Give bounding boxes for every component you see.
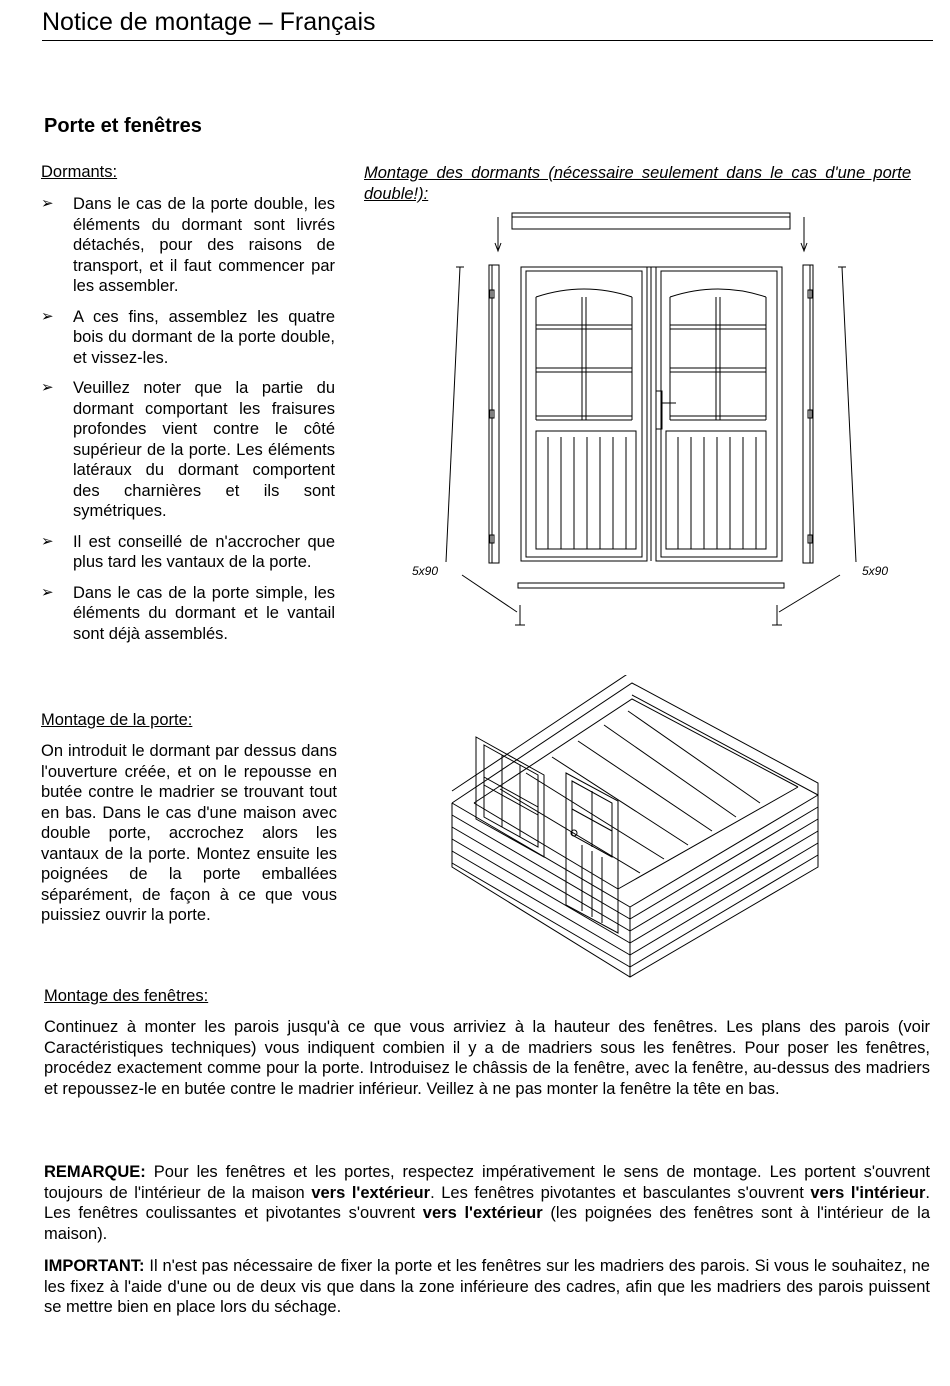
list-item: ➢ A ces fins, assemblez les quatre bois du dormant de la porte double, et vissez-les. (41, 307, 335, 367)
bullet-arrow-icon: ➢ (41, 307, 54, 325)
bullet-arrow-icon: ➢ (41, 195, 54, 212)
important-lead: IMPORTANT: (44, 1257, 145, 1275)
screw-label-left: 5x90 (412, 564, 439, 578)
list-item: ➢ Veuillez noter que la partie du dormant comportant les fraisures profondes vient contre le côté supérieur de la porte. Les éléments latéraux du dormant comportent des charnières et ils sont symétriques. (41, 379, 335, 520)
door-frame-assembly-diagram (400, 205, 920, 635)
screw-label-right: 5x90 (862, 564, 889, 578)
bullet-arrow-icon: ➢ (41, 583, 54, 601)
fenetres-text: Continuez à monter les parois jusqu'à ce que vous arriviez à la hauteur des fenêtres. Les plans des parois (voir Caractéristiques techniques) vous indiquent combien il y a de madriers sous les fenêtres. Pour poser les fenêtres, procédez exactement comme pour la porte. Introduisez le châssis de la fenêtre, avec la fenêtre, au-dessus des madriers et repoussez-le en butée contre le madrier inférieur. Veillez à ne pas monter la fenêtre la tête en bas. (44, 1018, 930, 1098)
section-title: Porte et fenêtres (44, 115, 202, 137)
porte-text: On introduit le dormant par dessus dans l'ouverture créée, et on le repousse en butée contre le madrier se trouvant tout en bas. Dans le cas d'une maison avec double porte, accrochez alors les vantaux de la porte. Montez ensuite les poignées de la porte emballées séparément, de façon à ce que vous puissiez ouvrir la porte. (41, 742, 337, 924)
list-item: ➢ Il est conseillé de n'accrocher que plus tard les vantaux de la porte. (41, 532, 335, 571)
porte-label: Montage de la porte: (41, 711, 193, 729)
bullet-arrow-icon: ➢ (41, 379, 54, 396)
important-paragraph: IMPORTANT: Il n'est pas nécessaire de fixer la porte et les fenêtres sur les madriers des parois. Si vous le souhaitez, ne les fixez à l'aide d'une ou de deux vis que dans la zone inférieure des cadres, afin que les madriers des parois puissent se mettre bien en place lors du séchage. (44, 1257, 930, 1316)
log-cabin-isometric-diagram (440, 675, 830, 980)
list-item: ➢ Dans le cas de la porte simple, les éléments du dormant et le vantail sont déjà assemblés. (41, 583, 335, 643)
dormants-label: Dormants: (41, 163, 118, 181)
dormants-bullet-list (41, 194, 335, 654)
fenetres-label: Montage des fenêtres: (44, 987, 209, 1005)
page-header-title: Notice de montage – Français (42, 8, 376, 36)
list-item: ➢ Dans le cas de la porte double, les éléments du dormant sont livrés détachés, pour des raisons de transport, et il faut commencer par les assembler. (41, 195, 335, 295)
header-rule (42, 40, 933, 41)
remarque-lead: REMARQUE: (44, 1163, 146, 1181)
remarque-paragraph: REMARQUE: Pour les fenêtres et les portes, respectez impérativement le sens de montage. Les portent s'ouvrent toujours de l'intérieur de la maison vers l'extérieur. Les fenêtres pivotantes et basculantes s'ouvrent vers l'intérieur. Les fenêtres coulissantes et pivotantes s'ouvrent vers l'extérieur (les poignées des fenêtres sont à l'intérieur de la maison). (44, 1163, 931, 1243)
figure-dormants-caption: Montage des dormants (nécessaire seulement dans le cas d'une porte double!): (364, 164, 911, 203)
bullet-arrow-icon: ➢ (41, 532, 54, 550)
